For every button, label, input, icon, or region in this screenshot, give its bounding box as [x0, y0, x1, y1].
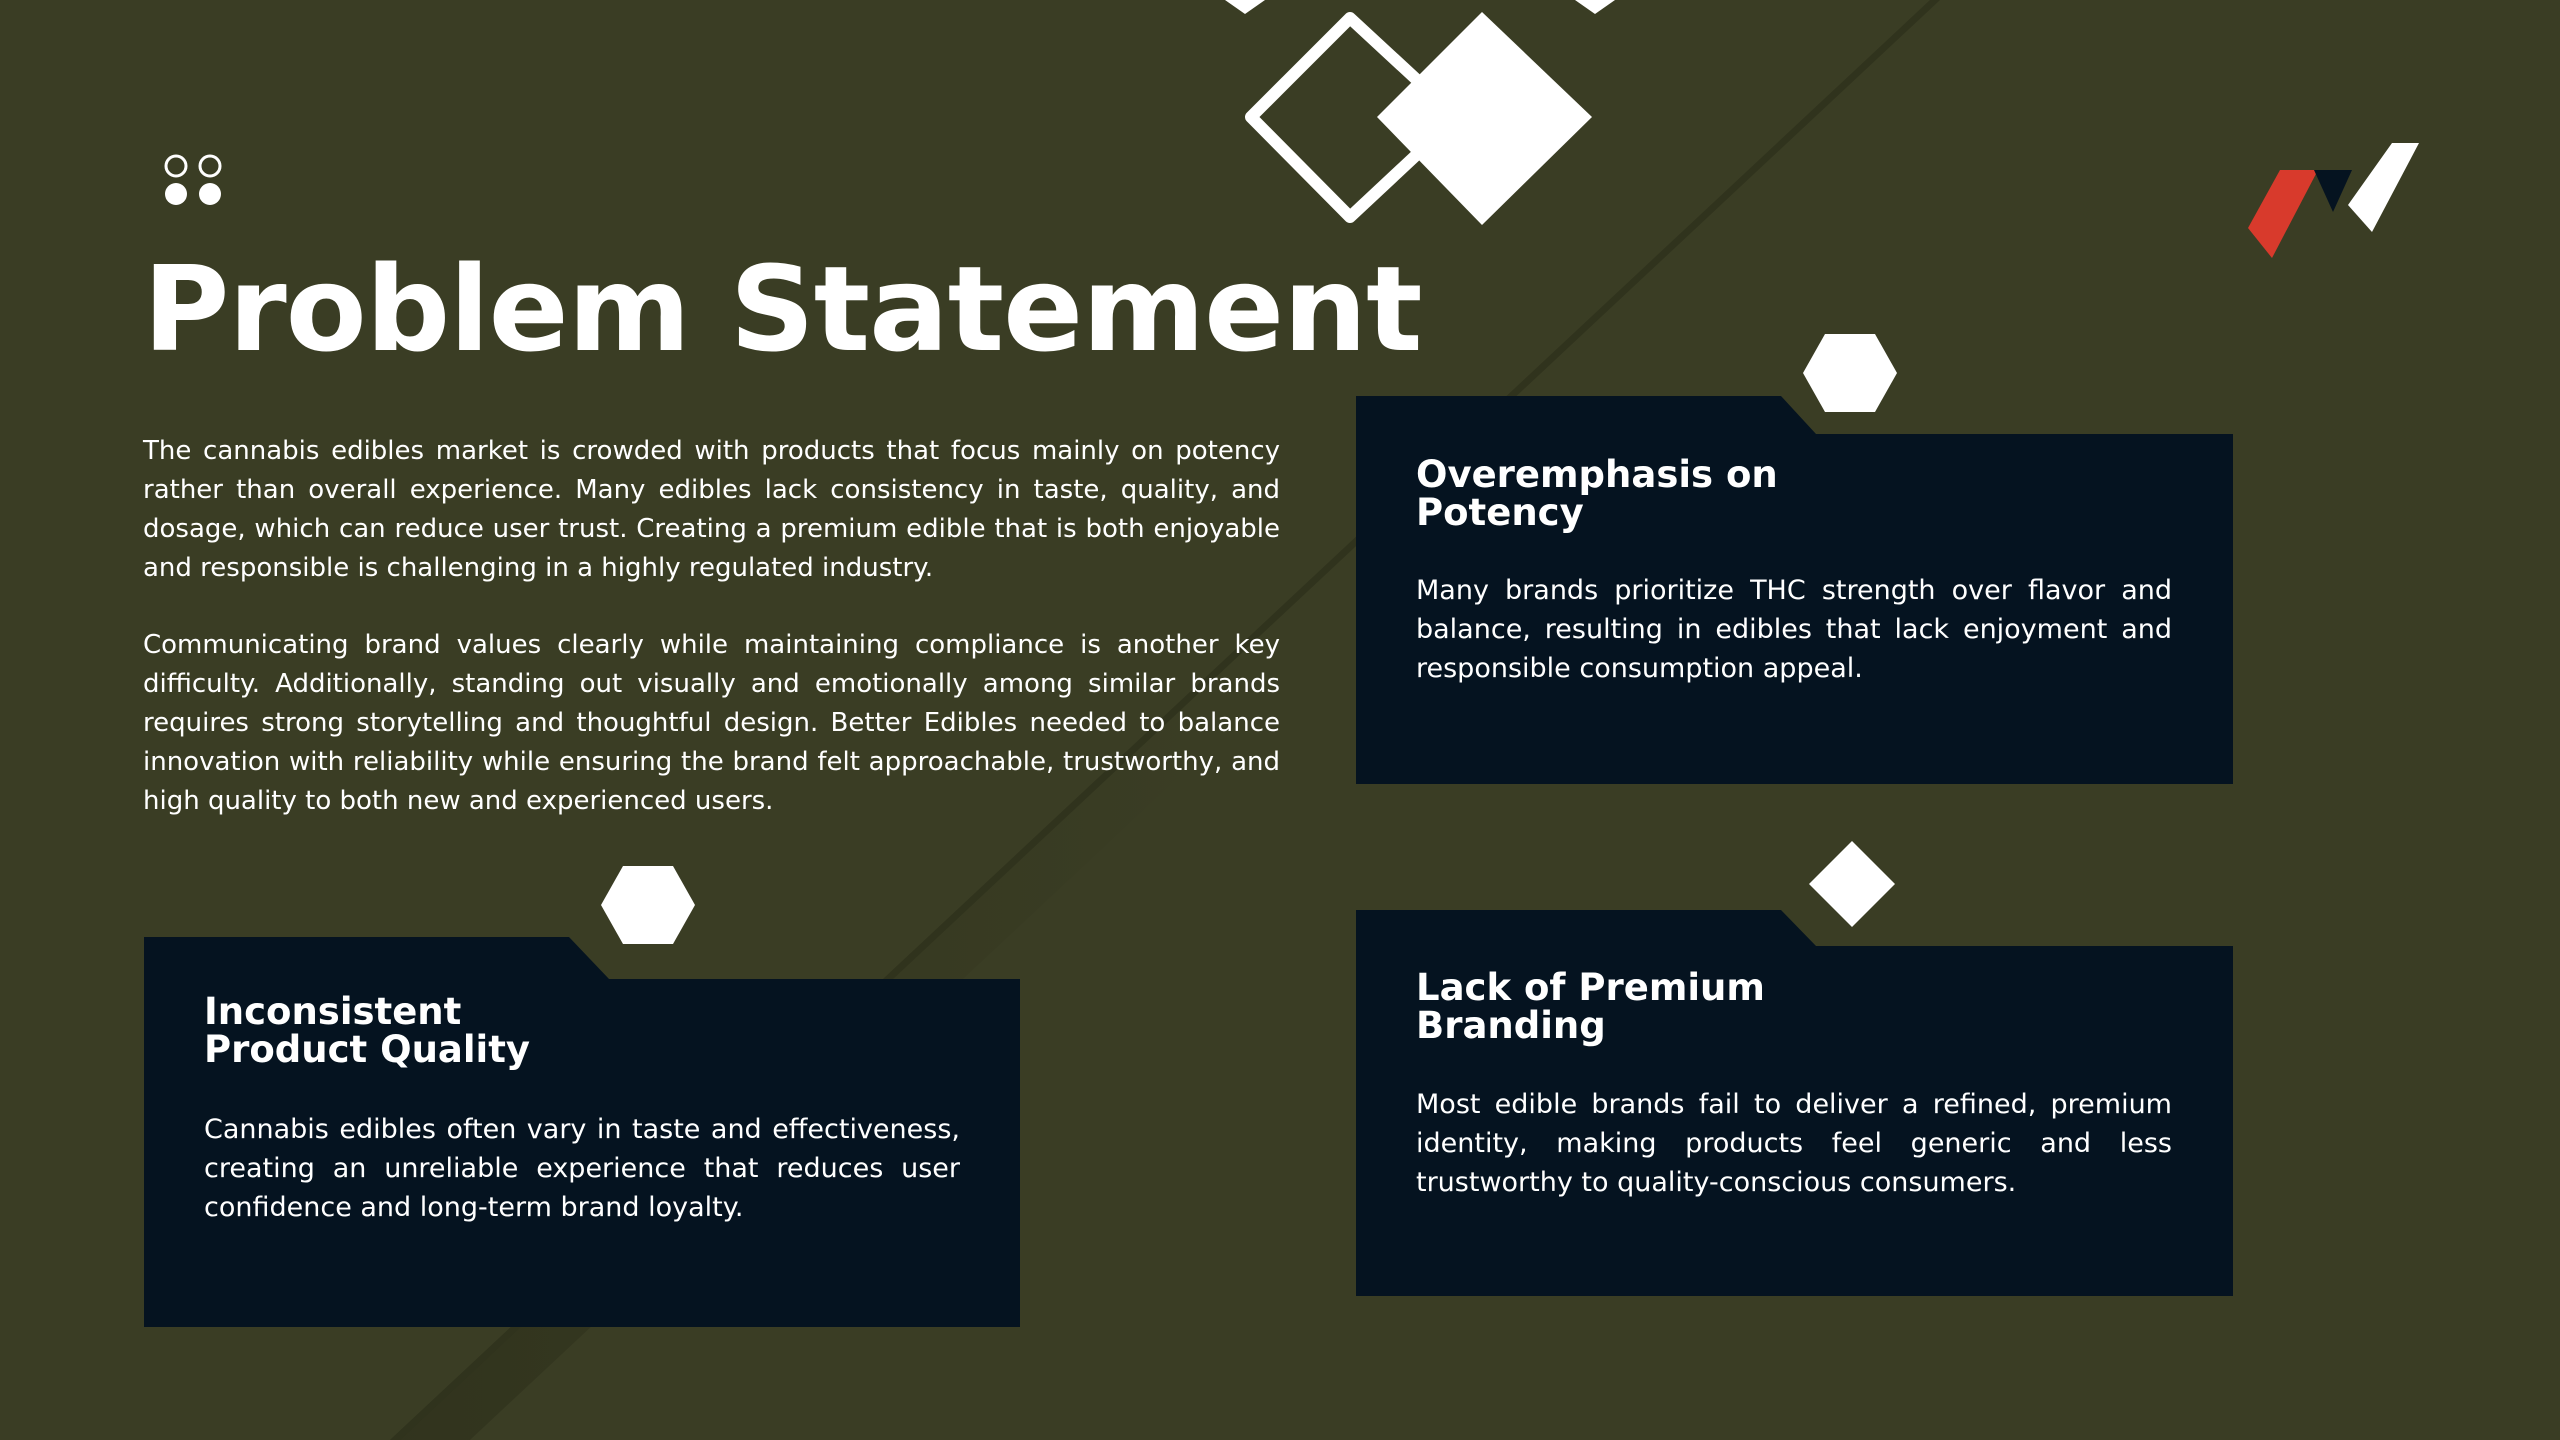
- card-branding-title: [1416, 966, 1765, 1047]
- page-title: Problem Statement: [143, 240, 1422, 378]
- card-potency-title-line-2: Potency: [1416, 491, 1584, 534]
- card-quality-title-line-1: Inconsistent: [204, 990, 462, 1033]
- card-branding-title-line-2: Branding: [1416, 1004, 1606, 1047]
- card-branding-title-line-1: Lack of Premium: [1416, 966, 1765, 1009]
- diamond-solid-icon: [1370, 8, 1600, 238]
- hexagon-icon: [598, 862, 698, 948]
- diamond-small-icon: [1806, 838, 1898, 930]
- intro-paragraph-2: Communicating brand values clearly while maintaining compliance is another key difficulty. Additionally, standing out visually and emotionally among similar brands requires strong storytelling and thoughtful design. Better Edibles needed to balance innovation with reliability while ensuring the brand felt approachable, trustworthy, and high quality to both new and experienced users.: [143, 630, 1280, 816]
- card-potency-title-line-1: Overemphasis on: [1416, 453, 1778, 496]
- intro-text: [143, 432, 1280, 859]
- card-potency-body: Many brands prioritize THC strength over flavor and balance, resulting in edibles that lack enjoyment and responsible consumption appeal.: [1416, 575, 2172, 684]
- card-quality-title-line-2: Product Quality: [204, 1028, 531, 1071]
- logo-stripes-icon: [2240, 140, 2420, 260]
- card-quality-title: [204, 990, 531, 1071]
- card-quality-body: Cannabis edibles often vary in taste and effectiveness, creating an unreliable experience that reduces user confidence and long-term brand loyalty.: [204, 1114, 960, 1223]
- hexagon-icon: [1800, 330, 1900, 416]
- intro-paragraph-1: The cannabis edibles market is crowded with products that focus mainly on potency rather than overall experience. Many edibles lack consistency in taste, quality, and dosage, which can reduce user trust. Creating a premium edible that is both enjoyable and responsible is challenging in a highly regulated industry.: [143, 436, 1280, 583]
- card-potency-title: [1416, 453, 1778, 534]
- dots-icon: [162, 152, 224, 208]
- card-branding-body: Most edible brands fail to deliver a refined, premium identity, making products feel generic and less trustworthy to quality-conscious consumers.: [1416, 1089, 2172, 1198]
